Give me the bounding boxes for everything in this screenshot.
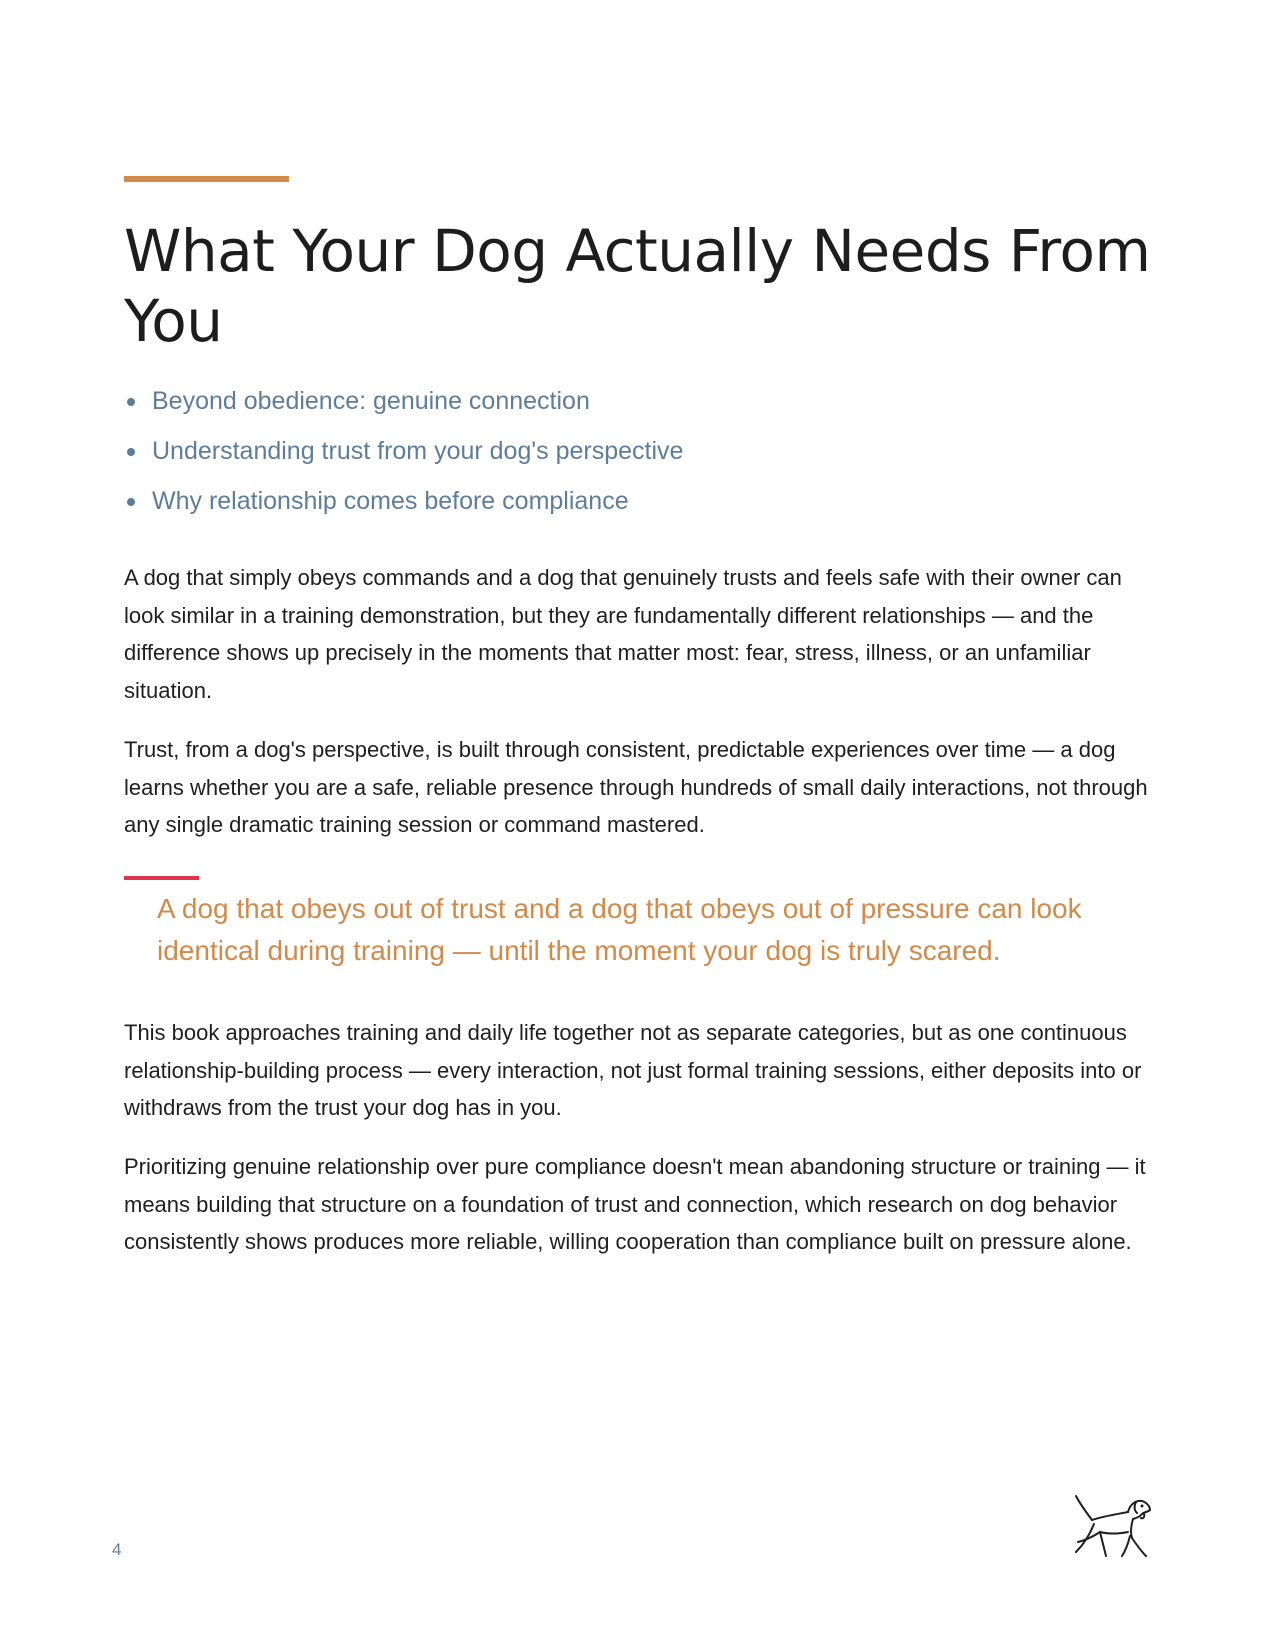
page-number: 4	[112, 1540, 122, 1559]
page-title: What Your Dog Actually Needs From You	[124, 217, 1151, 355]
running-dog-icon	[1070, 1490, 1154, 1560]
summary-bullet-item	[124, 426, 683, 476]
bullet-dot-icon	[127, 448, 135, 456]
body-paragraph-3: This book approaches training and daily life together not as separate categories, but as one continuous relationship-building process — every interaction, not just formal training sessions, either deposits into or withdraws from the trust your dog has in you.	[124, 1020, 1142, 1120]
body-paragraph-4: Prioritizing genuine relationship over pure compliance doesn't mean abandoning structure or training — it means building that structure on a foundation of trust and connection, which research on dog behavior consistently shows produces more reliable, willing cooperation than compliance built on pressure alone.	[124, 1154, 1146, 1254]
body-paragraph-1: A dog that simply obeys commands and a dog that genuinely trusts and feels safe with their owner can look similar in a training demonstration, but they are fundamentally different relationships — and the difference shows up precisely in the moments that matter most: fear, stress, illness, or an unfamiliar situation.	[124, 565, 1122, 703]
summary-bullet-item	[124, 376, 683, 426]
summary-bullet-text: Beyond obedience: genuine connection	[152, 387, 590, 415]
summary-bullet-item	[124, 476, 683, 526]
summary-bullet-list	[124, 376, 683, 526]
bullet-dot-icon	[127, 398, 135, 406]
summary-bullet-text: Why relationship comes before compliance	[152, 487, 629, 515]
summary-bullet-text: Understanding trust from your dog's perspective	[152, 437, 684, 465]
bullet-dot-icon	[127, 498, 135, 506]
title-accent-rule	[124, 176, 289, 182]
pull-quote-accent-rule	[124, 876, 199, 880]
body-paragraph-2: Trust, from a dog's perspective, is built through consistent, predictable experiences over time — a dog learns whether you are a safe, reliable presence through hundreds of small daily interactions, not through any single dramatic training session or command mastered.	[124, 737, 1148, 837]
pull-quote: A dog that obeys out of trust and a dog that obeys out of pressure can look identical during training — until the moment your dog is truly scared.	[157, 893, 1082, 966]
